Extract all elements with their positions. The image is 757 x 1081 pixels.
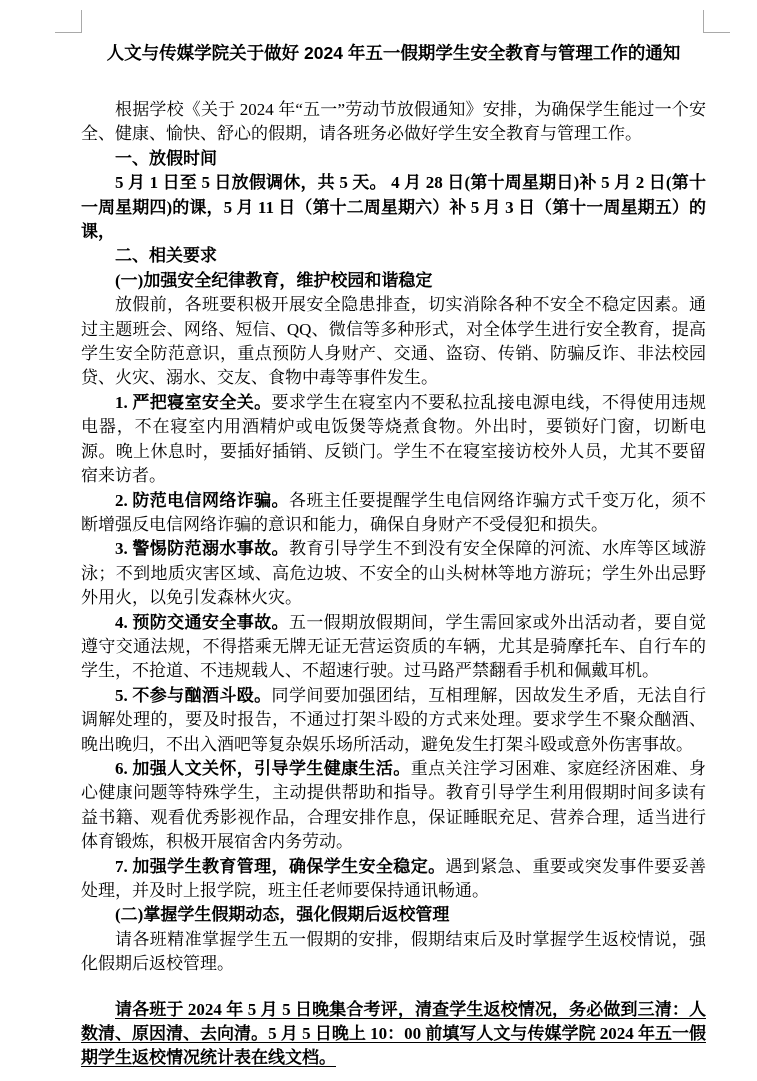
- text-run: 同学间要加强团结，互相理解，因故发生矛盾，无法自行调解处理的，要及时报告，不通过打架斗殴的方式来处理。要求学生不聚众酗酒、晚出晚归，不出入酒吧等复杂娱乐场所活动，避免发生打架斗殴或意外伤害事故。: [81, 685, 707, 754]
- rule-4-traffic-safety: [81, 611, 706, 684]
- text-run: 一、放假时间: [115, 148, 217, 168]
- text-run: (一)加强安全纪律教育，维护校园和谐稳定: [115, 270, 433, 290]
- text-run: 教育引导学生不到没有安全保障的河流、水库等区域游泳；不到地质灾害区域、高危边坡、不安全的山头树林等地方游玩；学生外出忌野外用火，以免引发森林火灾。: [81, 539, 707, 608]
- text-run: 5 月 1 日至 5 日放假调休，共 5 天。 4 月 28 日(第十周星期日)补 5 月 2 日(第十一周星期四)的课，5 月 11 日（第十二周星期六）补 5 月 3 日（第十一周星期五）的课，: [81, 173, 706, 242]
- text-run: 请各班精准掌握学生五一假期的安排，假期结束后及时掌握学生返校情说，强化假期后返校管理。: [81, 929, 706, 974]
- rule-5-no-drinking-fighting: [81, 684, 706, 757]
- return-management-paragraph: [81, 928, 706, 977]
- section-1-heading: [81, 147, 706, 171]
- text-run: 1. 严把寝室安全关。: [115, 392, 272, 412]
- text-run: 要求学生在寝室内不要私拉乱接电源电线，不得使用违规电器，不在寝室内用酒精炉或电饭煲等烧煮食物。外出时，要锁好门窗，切断电源。晚上休息时，要插好插销、反锁门。学生不在寝室接访校外人员，尤其不要留宿来访者。: [81, 392, 707, 486]
- section-2-heading: [81, 244, 706, 268]
- subsection-2-1-heading: [81, 269, 706, 293]
- text-run: 五一假期放假期间，学生需回家或外出活动者，要自觉遵守交通法规，不得搭乘无牌无证无营运资质的车辆，尤其是骑摩托车、自行车的学生，不抢道、不违规载人、不超速行驶。过马路严禁翻看手机和佩戴耳机。: [81, 612, 707, 681]
- text-run: 7. 加强学生教育管理，确保学生安全稳定。: [115, 856, 446, 876]
- safety-overview-paragraph: [81, 293, 706, 391]
- text-run: 请各班于 2024 年 5 月 5 日晚集合考评，清查学生返校情况，务必做到三清：人数清、原因清、去向清。5 月 5 日晚上 10：00 前填写人文与传媒学院 2024 年五一假期学生返校情况统计表在线文档。: [81, 999, 706, 1068]
- rule-1-dorm-safety: [81, 391, 706, 489]
- text-run: 2. 防范电信网络诈骗。: [115, 490, 289, 510]
- rule-7-education-management: [81, 855, 706, 904]
- text-run: 放假前，各班要积极开展安全隐患排查，切实消除各种不安全不稳定因素。通过主题班会、网络、短信、QQ、微信等多种形式，对全体学生进行安全教育，提高学生安全防范意识，重点预防人身财产、交通、盗窃、传销、防骗反诈、非法校园贷、火灾、溺水、交友、食物中毒等事件发生。: [81, 295, 706, 388]
- holiday-schedule: [81, 171, 706, 244]
- text-run: 根据学校《关于 2024 年“五一”劳动节放假通知》安排，为确保学生能过一个安全、健康、愉快、舒心的假期，请各班务必做好学生安全教育与管理工作。: [81, 100, 706, 144]
- text-run: (二)掌握学生假期动态，强化假期后返校管理: [115, 905, 450, 925]
- text-run: 重点关注学习困难、家庭经济困难、身心健康问题等特殊学生，主动提供帮助和指导。教育引导学生利用假期时间多读有益书籍、观看优秀影视作品，合理安排作息，保证睡眠充足、营养合理，适当进行体育锻炼，积极开展宿舍内务劳动。: [81, 758, 707, 852]
- margin-mark-top-left-icon: [55, 10, 82, 33]
- text-run: 6. 加强人文关怀，引导学生健康生活。: [115, 758, 411, 778]
- text-run: 各班主任要提醒学生电信网络诈骗方式千变万化，须不断增强反电信网络诈骗的意识和能力，确保自身财产不受侵犯和损失。: [81, 490, 707, 534]
- rule-2-telecom-fraud: [81, 489, 706, 538]
- document-title: 人文与传媒学院关于做好 2024 年五一假期学生安全教育与管理工作的通知: [106, 43, 681, 63]
- rule-6-humanistic-care: [81, 757, 706, 855]
- document-body: [81, 98, 706, 1071]
- margin-mark-top-right-icon: [703, 10, 730, 33]
- text-run: 4. 预防交通安全事故。: [115, 612, 289, 632]
- rule-3-drowning-prevention: [81, 537, 706, 610]
- text-run: 5. 不参与酗酒斗殴。: [115, 685, 272, 705]
- document-content: [81, 40, 706, 1071]
- subsection-2-2-heading: [81, 903, 706, 927]
- text-run: 3. 警惕防范溺水事故。: [115, 539, 289, 559]
- intro-paragraph: [81, 98, 706, 147]
- final-notice-paragraph: [81, 998, 706, 1071]
- text-run: 二、相关要求: [115, 246, 217, 266]
- text-run: 遇到紧急、重要或突发事件要妥善处理，并及时上报学院，班主任老师要保持通讯畅通。: [81, 856, 706, 900]
